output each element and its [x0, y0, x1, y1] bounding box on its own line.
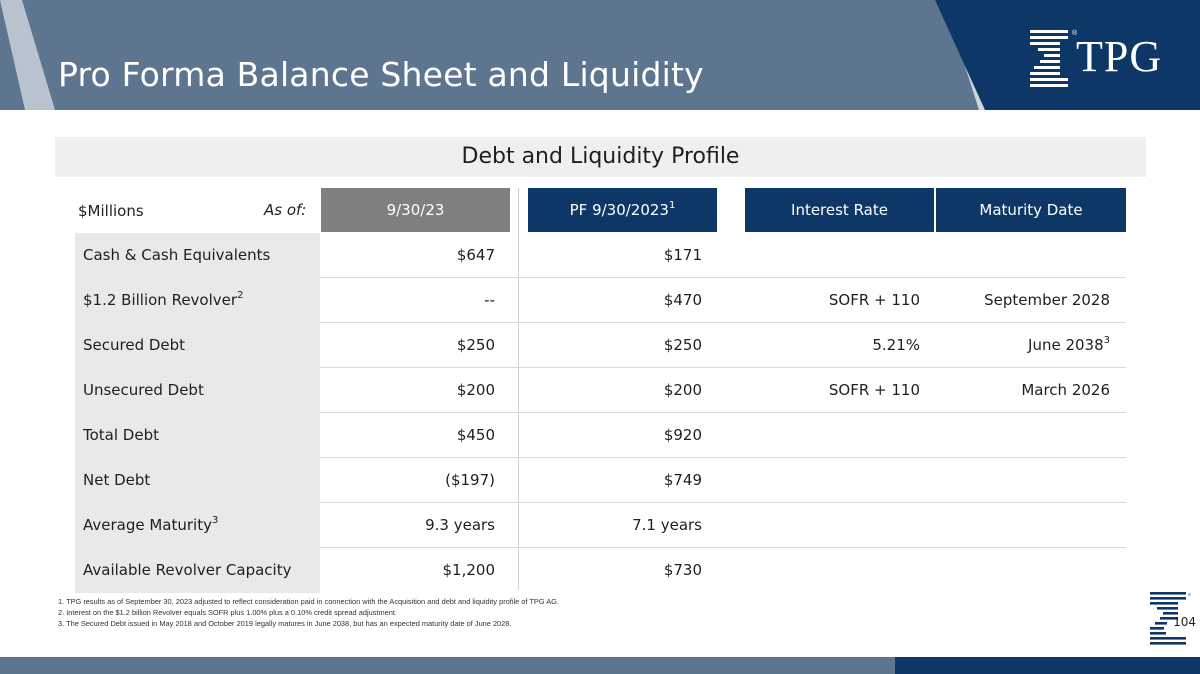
cell-interest-rate [745, 458, 920, 503]
cell-interest-rate [745, 233, 920, 278]
logo-wordmark: TPG [1076, 32, 1163, 81]
cell-maturity-date [936, 413, 1110, 458]
as-of-label: As of: [264, 201, 307, 219]
table-row [75, 233, 1126, 278]
cell-9-30-23: -- [484, 291, 495, 309]
cell-9-30-23: $647 [456, 246, 495, 264]
table-row [75, 368, 1126, 413]
page-number: 104 [1173, 615, 1196, 629]
footnotes [58, 596, 1058, 629]
footnote-3: 3. The Secured Debt issued in May 2018 and October 2019 legally matures in June 2038, but has an expected maturity date of June 2028. [58, 619, 512, 628]
row-label: Secured Debt [75, 323, 320, 368]
cell-9-30-23: $450 [456, 426, 495, 444]
column-header-maturity-date: Maturity Date [936, 188, 1126, 232]
cell-maturity-date [936, 458, 1110, 503]
cell-9-30-23: $250 [456, 336, 495, 354]
footer-bar-accent [895, 657, 1200, 674]
units-label: $Millions [78, 202, 144, 220]
table-row [75, 278, 1126, 323]
cell-9-30-23: $1,200 [442, 561, 495, 579]
row-label: Total Debt [75, 413, 320, 458]
cell-9-30-23: 9.3 years [425, 516, 495, 534]
cell-maturity-date [936, 233, 1110, 278]
cell-pf: $730 [663, 561, 702, 579]
cell-interest-rate [745, 548, 920, 593]
cell-pf: $250 [663, 336, 702, 354]
cell-interest-rate [745, 503, 920, 548]
column-header-interest-rate: Interest Rate [745, 188, 934, 232]
row-label: $1.2 Billion Revolver$^2$ [75, 278, 320, 323]
section-heading: Debt and Liquidity Profile [55, 137, 1146, 177]
cell-interest-rate [745, 413, 920, 458]
cell-pf: $200 [663, 381, 702, 399]
cell-interest-rate: SOFR + 110 [828, 291, 920, 309]
tpg-striped-mark-icon [1030, 30, 1068, 88]
row-label: Net Debt [75, 458, 320, 503]
column-header-pf-9-30-2023: PF 9/30/2023$^1$ [528, 188, 717, 232]
cell-pf: $749 [663, 471, 702, 489]
row-label: Unsecured Debt [75, 368, 320, 413]
row-label: Average Maturity$^3$ [75, 503, 320, 548]
cell-maturity-date: March 2026 [1021, 381, 1110, 399]
cell-maturity-date [936, 548, 1110, 593]
svg-text:®: ® [1188, 592, 1191, 597]
cell-interest-rate: SOFR + 110 [828, 381, 920, 399]
tpg-logo [1030, 28, 1170, 90]
cell-pf: $470 [663, 291, 702, 309]
cell-pf: 7.1 years [632, 516, 702, 534]
table-row [75, 413, 1126, 458]
footnote-ref: 1 [668, 200, 676, 211]
cell-9-30-23: ($197) [445, 471, 495, 489]
cell-pf: $171 [663, 246, 702, 264]
cell-9-30-23: $200 [456, 381, 495, 399]
row-label: Cash & Cash Equivalents [75, 233, 320, 278]
cell-maturity-date: June 2038$^3$ [1028, 335, 1110, 354]
footnote-2: 2. Interest on the $1.2 billion Revolver equals SOFR plus 1.00% plus a 0.10% credit spread adjustment. [58, 608, 397, 617]
footnote-1: 1. TPG results as of September 30, 2023 adjusted to reflect consideration paid in connection with the Acquisition and debt and liquidity profile of TPG AG. [58, 597, 559, 606]
debt-liquidity-table [75, 233, 1126, 593]
registered-mark: ® [1072, 30, 1078, 37]
cell-interest-rate: 5.21% [872, 336, 920, 354]
cell-pf: $920 [663, 426, 702, 444]
table-row [75, 503, 1126, 548]
cell-maturity-date [936, 503, 1110, 548]
table-row [75, 323, 1126, 368]
page-title: Pro Forma Balance Sheet and Liquidity [58, 55, 704, 94]
cell-maturity-date: September 2028 [984, 291, 1110, 309]
column-header-9-30-23: 9/30/23 [321, 188, 510, 232]
footer-bar [0, 657, 895, 674]
table-row [75, 458, 1126, 503]
table-row [75, 548, 1126, 593]
row-label: Available Revolver Capacity [75, 548, 320, 593]
